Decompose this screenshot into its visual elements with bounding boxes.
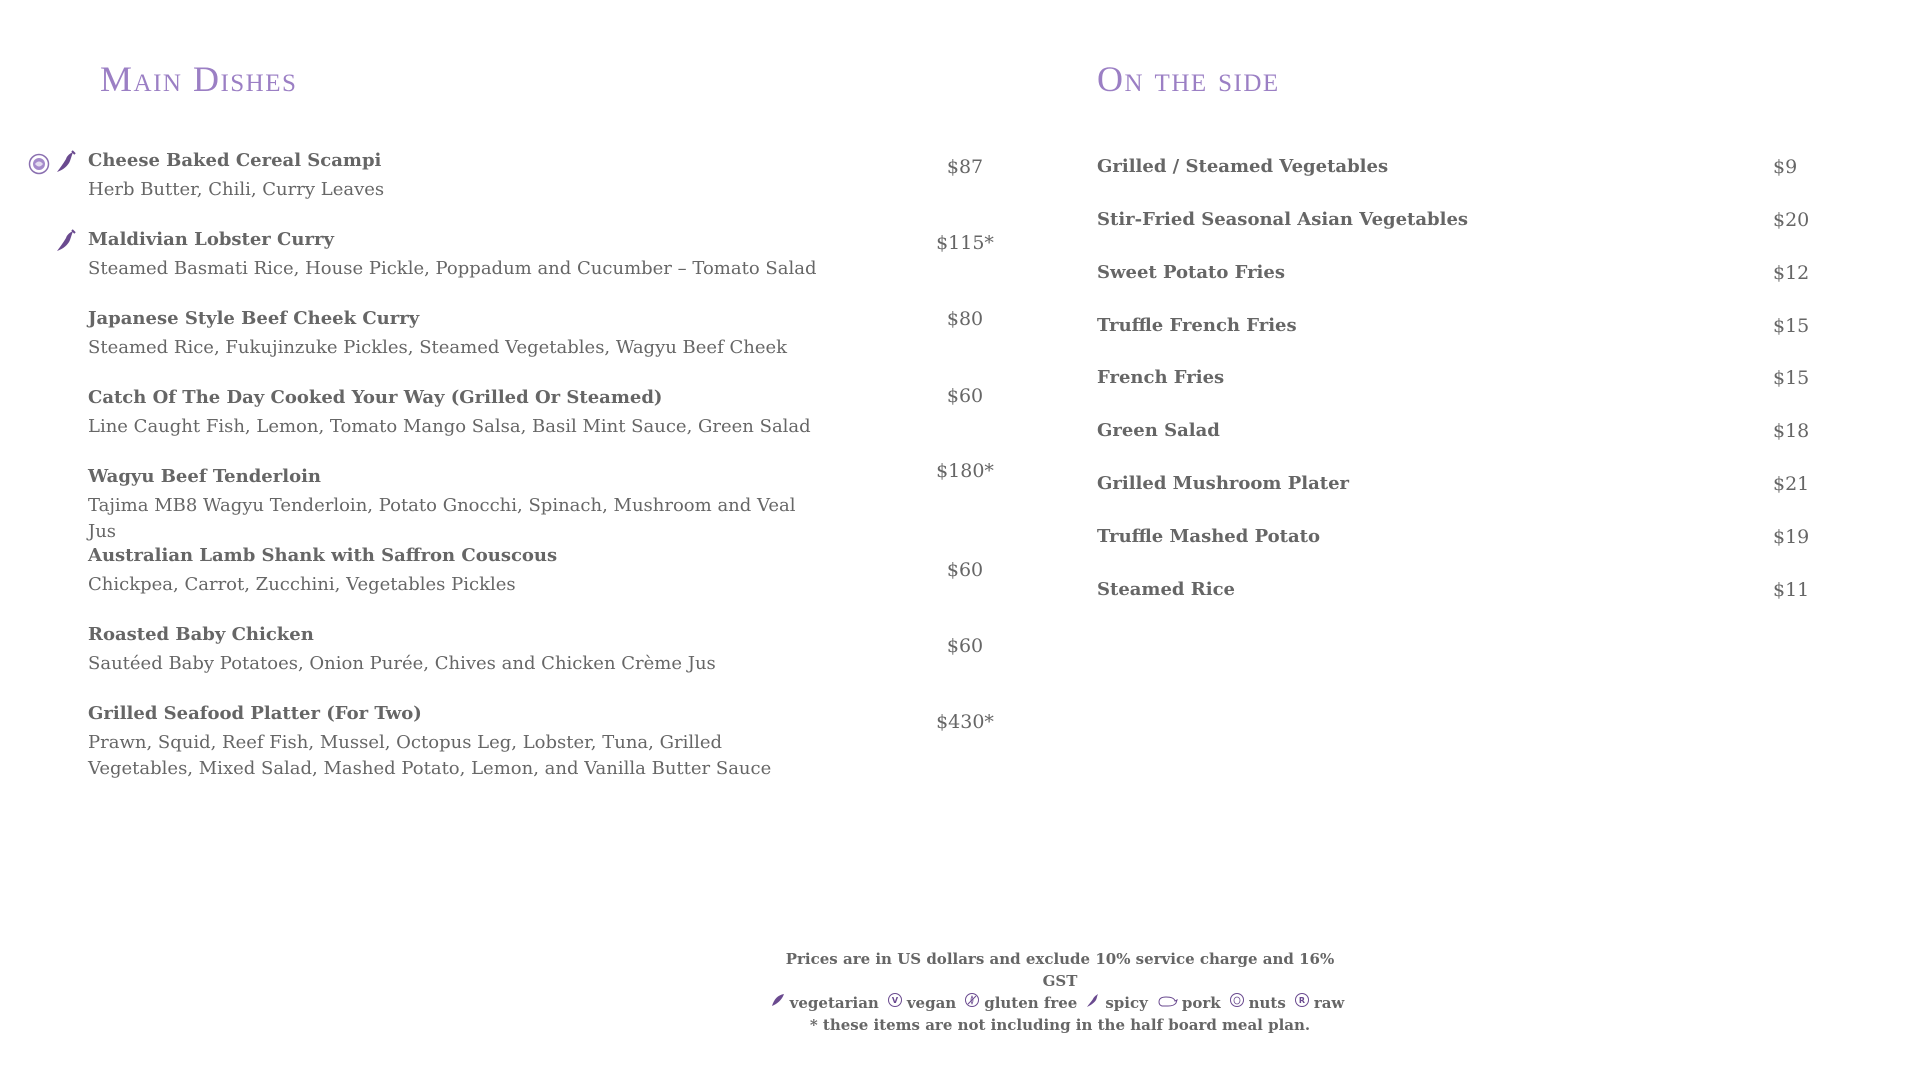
dietary-legend	[770, 992, 1350, 1014]
list-item	[1097, 209, 1817, 239]
dish-price: $115*	[936, 232, 994, 254]
on-the-side-title: On the side	[1097, 59, 1280, 99]
dish-description: Steamed Basmati Rice, House Pickle, Poppadum and Cucumber – Tomato Salad	[88, 258, 817, 279]
side-price: $18	[1773, 420, 1810, 442]
side-name: Sweet Potato Fries	[1097, 262, 1285, 283]
dish-description: Sautéed Baby Potatoes, Onion Purée, Chives and Chicken Crème Jus	[88, 653, 716, 674]
raw-icon	[1294, 992, 1310, 1014]
dish-name: Japanese Style Beef Cheek Curry	[88, 308, 420, 329]
legend-gluten-free: gluten free	[964, 992, 1077, 1014]
vegetarian-icon	[770, 992, 786, 1014]
dish-name: Wagyu Beef Tenderloin	[88, 466, 321, 487]
list-item	[1097, 579, 1817, 609]
legend-nuts: nuts	[1229, 992, 1286, 1014]
side-name: Grilled Mushroom Plater	[1097, 473, 1349, 494]
dish-price: $60	[946, 385, 984, 407]
footer	[770, 948, 1350, 1036]
side-name: Grilled / Steamed Vegetables	[1097, 156, 1389, 177]
dish-name: Maldivian Lobster Curry	[88, 229, 334, 250]
main-dishes-title: Main Dishes	[100, 59, 298, 99]
side-price: $21	[1773, 473, 1810, 495]
list-item	[1097, 473, 1817, 503]
dish-description: Line Caught Fish, Lemon, Tomato Mango Salsa, Basil Mint Sauce, Green Salad	[88, 416, 811, 437]
side-name: Stir-Fried Seasonal Asian Vegetables	[1097, 209, 1469, 230]
legend-vegan: V vegan	[887, 992, 956, 1014]
dish-name: Roasted Baby Chicken	[88, 624, 314, 645]
dish-description: Prawn, Squid, Reef Fish, Mussel, Octopus Leg, Lobster, Tuna, Grilled Vegetables, Mixed Salad, Mashed Potato, Lemon, and Vanilla Butter Sauce	[88, 732, 772, 779]
dish-description: Steamed Rice, Fukujinzuke Pickles, Steamed Vegetables, Wagyu Beef Cheek	[88, 337, 788, 358]
dish-description: Herb Butter, Chili, Curry Leaves	[88, 179, 385, 200]
side-price: $15	[1773, 367, 1810, 389]
gluten-free-icon	[964, 992, 980, 1014]
side-price: $19	[1773, 526, 1810, 548]
dish-name: Australian Lamb Shank with Saffron Couscous	[88, 545, 558, 566]
side-name: Truffle French Fries	[1097, 315, 1297, 336]
side-price: $9	[1773, 156, 1798, 178]
side-price: $11	[1773, 579, 1810, 601]
side-price: $12	[1773, 262, 1810, 284]
legend-spicy: spicy	[1085, 992, 1147, 1014]
list-item	[1097, 420, 1817, 450]
spicy-icon	[55, 150, 77, 174]
nuts-icon	[28, 153, 50, 175]
spicy-icon	[1085, 992, 1101, 1014]
price-note: Prices are in US dollars and exclude 10% service charge and 16% GST	[785, 950, 1335, 990]
legend-raw: R raw	[1294, 992, 1345, 1014]
half-board-note: * these items are not including in the half board meal plan.	[809, 1016, 1311, 1034]
dish-name: Catch Of The Day Cooked Your Way (Grilled Or Steamed)	[88, 387, 663, 408]
side-price: $15	[1773, 315, 1810, 337]
list-item	[1097, 262, 1817, 292]
side-name: Green Salad	[1097, 420, 1220, 441]
legend-vegetarian: vegetarian	[770, 992, 879, 1014]
side-name: Steamed Rice	[1097, 579, 1235, 600]
dish-price: $430*	[936, 711, 994, 733]
svg-text:V: V	[891, 996, 898, 1005]
spicy-icon	[55, 229, 77, 253]
list-item	[1097, 367, 1817, 397]
dish-name: Cheese Baked Cereal Scampi	[88, 150, 382, 171]
dish-price: $60	[946, 559, 984, 581]
nuts-icon	[1229, 992, 1245, 1014]
dish-description: Tajima MB8 Wagyu Tenderloin, Potato Gnocchi, Spinach, Mushroom and Veal Jus	[88, 495, 796, 542]
svg-text:R: R	[1298, 996, 1305, 1005]
list-item	[1097, 156, 1817, 186]
dish-name: Grilled Seafood Platter (For Two)	[88, 703, 422, 724]
dish-price: $60	[946, 635, 984, 657]
legend-pork: pork	[1156, 992, 1221, 1014]
side-name: Truffle Mashed Potato	[1097, 526, 1320, 547]
list-item	[1097, 315, 1817, 345]
dish-description: Chickpea, Carrot, Zucchini, Vegetables Pickles	[88, 574, 516, 595]
list-item	[1097, 526, 1817, 556]
dish-price: $180*	[936, 460, 994, 482]
side-price: $20	[1773, 209, 1810, 231]
side-name: French Fries	[1097, 367, 1225, 388]
vegan-icon	[887, 992, 903, 1014]
pork-icon	[1156, 992, 1178, 1014]
dish-price: $80	[946, 308, 984, 330]
dish-price: $87	[946, 156, 984, 178]
